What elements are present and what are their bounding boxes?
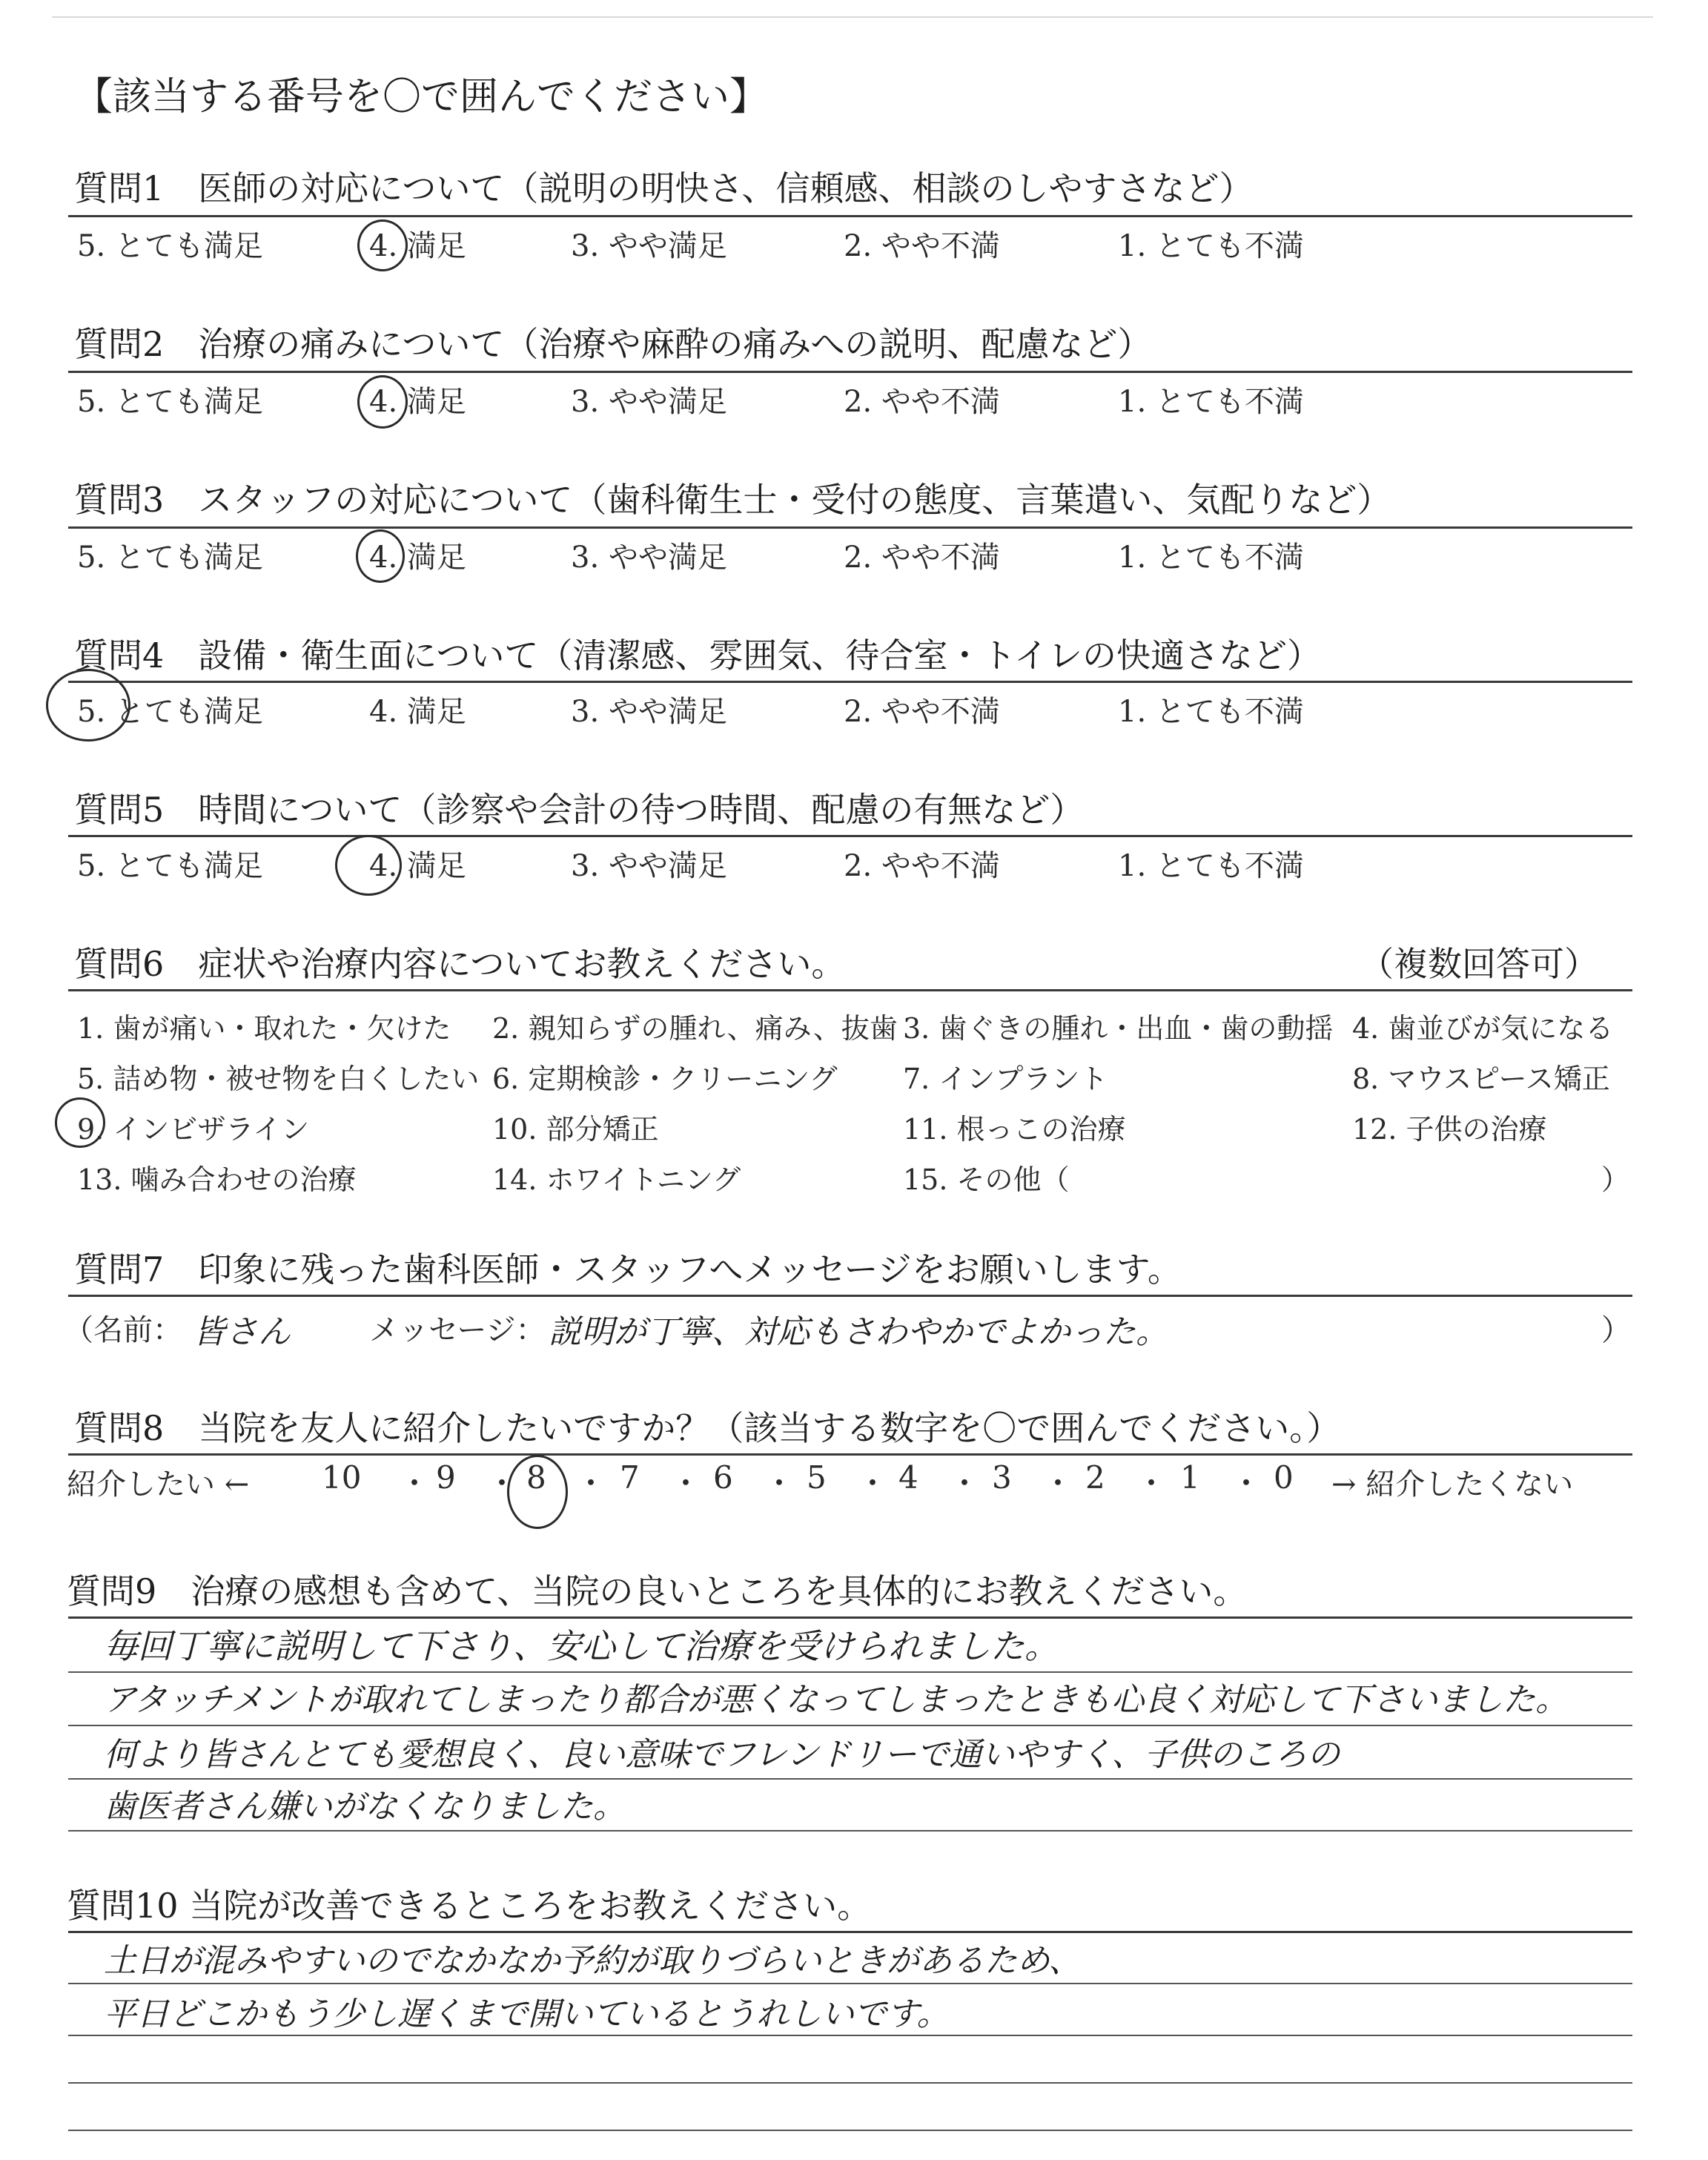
q5-option-2[interactable]: 2. やや不満 (844, 849, 1000, 883)
q7-divider (68, 1295, 1632, 1297)
q10-answer-line-1[interactable]: 土日が混みやすいのでなかなか予約が取りづらいときがあるため、 (104, 1942, 1082, 1980)
q4-option-3[interactable]: 3. やや満足 (571, 695, 727, 729)
q6-note: （複数回答可） (1360, 944, 1598, 984)
q7-name-label: （名前： (64, 1313, 182, 1347)
q8-selection-circle (507, 1455, 568, 1529)
q8-separator: ・ (949, 1465, 981, 1502)
q3-selection-circle (356, 529, 405, 583)
q7-message-value[interactable]: 説明が丁寧、対応もさわやかでよかった。 (549, 1313, 1168, 1351)
q10-writing-line (68, 2035, 1632, 2036)
q8-left-label: 紹介したい ← (67, 1467, 250, 1502)
q6-item-8[interactable]: 8. マウスピース矯正 (1352, 1063, 1610, 1095)
q4-option-4[interactable]: 4. 満足 (369, 695, 466, 729)
q6-item-6[interactable]: 6. 定期検診・クリーニング (492, 1063, 838, 1095)
q6-item-14[interactable]: 14. ホワイトニング (492, 1163, 741, 1196)
q6-item-11[interactable]: 11. 根っこの治療 (903, 1113, 1126, 1146)
q7-name-value[interactable]: 皆さん (193, 1313, 291, 1351)
q2-option-1[interactable]: 1. とても不満 (1118, 385, 1304, 419)
q8-separator: ・ (399, 1465, 431, 1502)
q10-divider (68, 1931, 1632, 1933)
q1-title: 質問1 医師の対応について（説明の明快さ、信頼感、相談のしやすさなど） (74, 168, 1254, 208)
q2-selection-circle (357, 375, 408, 429)
q8-separator: ・ (1136, 1465, 1168, 1502)
q1-option-3[interactable]: 3. やや満足 (571, 229, 727, 263)
q8-number-6[interactable]: 6 (713, 1459, 733, 1496)
q9-divider (68, 1616, 1632, 1619)
q5-option-4[interactable]: 4. 満足 (369, 849, 466, 883)
q8-number-10[interactable]: 10 (322, 1459, 362, 1496)
q6-other-close-paren: ） (1601, 1163, 1630, 1196)
q5-option-3[interactable]: 3. やや満足 (571, 849, 727, 883)
q8-number-8[interactable]: 8 (526, 1459, 546, 1496)
q8-separator: ・ (575, 1465, 607, 1502)
q8-number-3[interactable]: 3 (992, 1459, 1012, 1496)
q5-selection-circle (335, 835, 402, 896)
q8-number-0[interactable]: 0 (1274, 1459, 1294, 1496)
q4-option-2[interactable]: 2. やや不満 (844, 695, 1000, 729)
q4-title: 質問4 設備・衛生面について（清潔感、雰囲気、待合室・トイレの快適さなど） (74, 635, 1322, 676)
q6-item-3[interactable]: 3. 歯ぐきの腫れ・出血・歯の動揺 (903, 1012, 1334, 1045)
q9-writing-line (68, 1725, 1632, 1726)
q2-option-2[interactable]: 2. やや不満 (844, 385, 1000, 419)
q4-divider (68, 681, 1632, 683)
q9-answer-line-2[interactable]: アタッチメントが取れてしまったり都合が悪くなってしまったときも心良く対応して下さいました。 (104, 1681, 1569, 1719)
q8-number-7[interactable]: 7 (620, 1459, 640, 1496)
q6-divider (68, 989, 1632, 991)
q2-option-4[interactable]: 4. 満足 (369, 385, 466, 419)
q5-option-1[interactable]: 1. とても不満 (1118, 849, 1304, 883)
q6-item-12[interactable]: 12. 子供の治療 (1352, 1113, 1547, 1146)
q7-title: 質問7 印象に残った歯科医師・スタッフへメッセージをお願いします。 (74, 1249, 1182, 1289)
q5-title: 質問5 時間について（診察や会計の待つ時間、配慮の有無など） (74, 790, 1085, 830)
q1-option-4[interactable]: 4. 満足 (369, 229, 466, 263)
q6-item-1[interactable]: 1. 歯が痛い・取れた・欠けた (77, 1012, 451, 1045)
q3-divider (68, 526, 1632, 529)
q6-item-9[interactable]: 9. インビザライン (77, 1113, 310, 1146)
q7-close-paren: ） (1601, 1313, 1631, 1347)
q1-divider (68, 215, 1632, 217)
q3-option-4[interactable]: 4. 満足 (369, 541, 466, 575)
q2-title: 質問2 治療の痛みについて（治療や麻酔の痛みへの説明、配慮など） (74, 324, 1152, 364)
q7-message-label: メッセージ： (369, 1313, 546, 1347)
q2-option-5[interactable]: 5. とても満足 (77, 385, 263, 419)
q6-item-2[interactable]: 2. 親知らずの腫れ、痛み、抜歯 (492, 1012, 898, 1045)
q8-separator: ・ (857, 1465, 889, 1502)
q3-title: 質問3 スタッフの対応について（歯科衛生士・受付の態度、言葉遣い、気配りなど） (74, 480, 1391, 520)
q9-answer-line-3[interactable]: 何より皆さんとても愛想良く、良い意味でフレンドリーで通いやすく、子供のころの (104, 1736, 1340, 1774)
q4-option-5[interactable]: 5. とても満足 (77, 695, 263, 729)
q3-option-3[interactable]: 3. やや満足 (571, 541, 727, 575)
q8-number-1[interactable]: 1 (1180, 1459, 1200, 1496)
q3-option-2[interactable]: 2. やや不満 (844, 541, 1000, 575)
q10-answer-line-2[interactable]: 平日どこかもう少し遅くまで開いているとうれしいです。 (104, 1995, 950, 2033)
q1-option-2[interactable]: 2. やや不満 (844, 229, 1000, 263)
q10-title: 質問10 当院が改善できるところをお教えください。 (67, 1886, 872, 1926)
q1-option-1[interactable]: 1. とても不満 (1118, 229, 1304, 263)
q5-divider (68, 835, 1632, 837)
q4-option-1[interactable]: 1. とても不満 (1118, 695, 1304, 729)
q2-divider (68, 371, 1632, 373)
q6-item-4[interactable]: 4. 歯並びが気になる (1352, 1012, 1614, 1045)
q6-item-5[interactable]: 5. 詰め物・被せ物を白くしたい (77, 1063, 480, 1095)
q8-number-2[interactable]: 2 (1085, 1459, 1105, 1496)
q8-title: 質問8 当院を友人に紹介したいですか？（該当する数字を〇で囲んでください。） (74, 1408, 1341, 1448)
q8-separator: ・ (1231, 1465, 1262, 1502)
q10-writing-line (68, 2130, 1632, 2131)
page-header: 【該当する番号を〇で囲んでください】 (74, 75, 769, 119)
q10-writing-line (68, 2082, 1632, 2084)
q3-option-5[interactable]: 5. とても満足 (77, 541, 263, 575)
q4-selection-circle (46, 669, 130, 742)
q10-writing-line (68, 1983, 1632, 1984)
q9-writing-line (68, 1830, 1632, 1832)
q8-divider (68, 1453, 1632, 1456)
q8-separator: ・ (764, 1465, 795, 1502)
q6-title: 質問6 症状や治療内容についてお教えください。 (74, 944, 846, 984)
q8-number-5[interactable]: 5 (807, 1459, 827, 1496)
q9-answer-line-1[interactable]: 毎回丁寧に説明して下さり、安心して治療を受けられました。 (104, 1626, 1059, 1666)
q5-option-5[interactable]: 5. とても満足 (77, 849, 263, 883)
q8-separator: ・ (486, 1465, 518, 1502)
q1-option-5[interactable]: 5. とても満足 (77, 229, 263, 263)
q9-answer-line-4[interactable]: 歯医者さん嫌いがなくなりました。 (104, 1788, 626, 1826)
q6-selection-circle (55, 1097, 105, 1148)
top-border (52, 16, 1653, 18)
q6-item-10[interactable]: 10. 部分矯正 (492, 1113, 659, 1146)
q8-number-4[interactable]: 4 (898, 1459, 918, 1496)
q1-selection-circle (357, 219, 408, 271)
q8-number-9[interactable]: 9 (436, 1459, 456, 1496)
q8-separator: ・ (1042, 1465, 1074, 1502)
q9-title: 質問9 治療の感想も含めて、当院の良いところを具体的にお教えください。 (67, 1571, 1248, 1611)
q8-separator: ・ (670, 1465, 702, 1502)
q8-right-label: → 紹介したくない (1331, 1467, 1574, 1502)
q6-item-7[interactable]: 7. インプラント (903, 1063, 1108, 1095)
q3-option-1[interactable]: 1. とても不満 (1118, 541, 1304, 575)
q6-item-13[interactable]: 13. 噛み合わせの治療 (77, 1163, 357, 1196)
q2-option-3[interactable]: 3. やや満足 (571, 385, 727, 419)
q6-item-15[interactable]: 15. その他（ (903, 1163, 1070, 1196)
